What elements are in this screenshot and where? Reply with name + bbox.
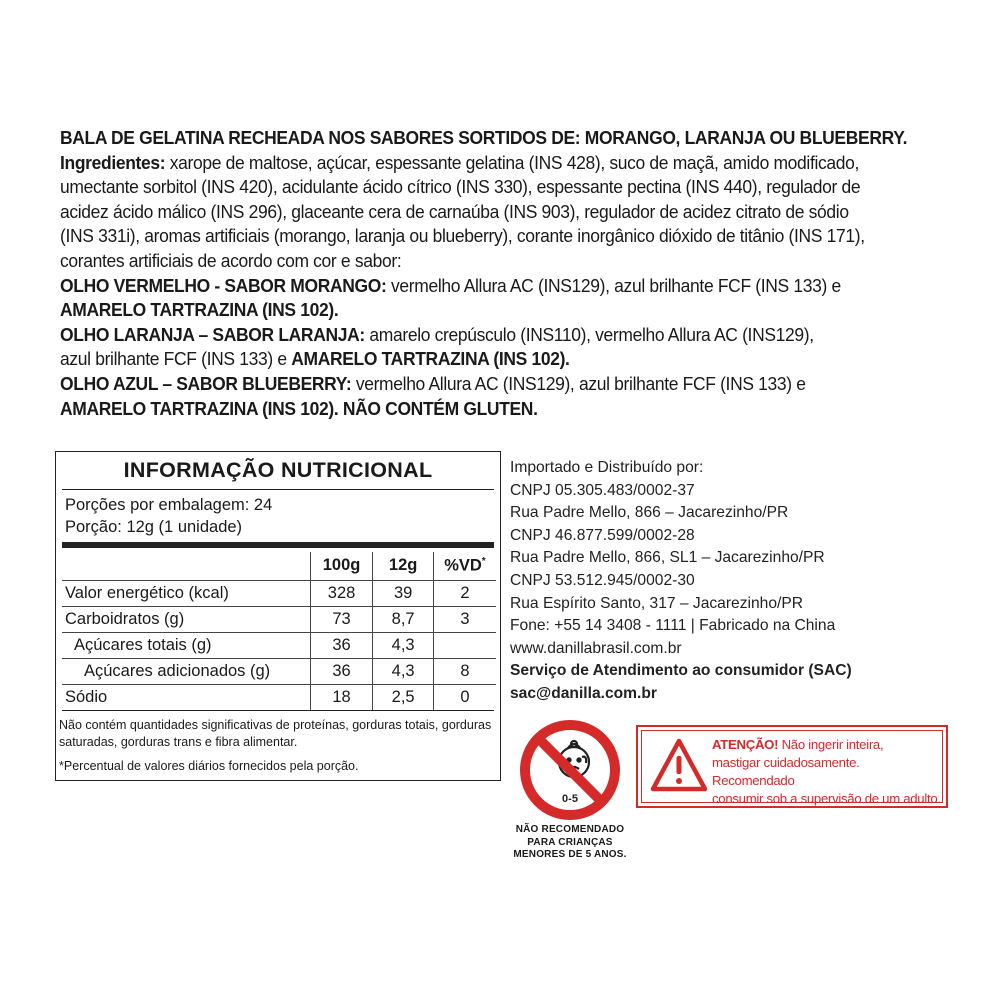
blue-flavor-text: vermelho Allura AC (INS129), azul brilhante FCF (INS 133) e bbox=[351, 373, 806, 394]
ingredients-block bbox=[60, 126, 914, 421]
row-label: Carboidratos (g) bbox=[62, 606, 310, 632]
cnpj-3: CNPJ 53.512.945/0002-30 bbox=[510, 571, 695, 589]
age-range: 0-5 bbox=[562, 793, 578, 805]
importer-heading: Importado e Distribuído por: bbox=[510, 459, 704, 476]
orange-flavor-tartrazine: AMARELO TARTRAZINA (INS 102). bbox=[291, 349, 570, 370]
red-flavor-tartrazine: AMARELO TARTRAZINA (INS 102). bbox=[60, 300, 339, 321]
ingredients-text: xarope de maltose, açúcar, espessante gelatina (INS 428), suco de maçã, amido modificado, bbox=[165, 152, 860, 173]
table-row bbox=[62, 580, 496, 606]
portion-size: Porção: 12g (1 unidade) bbox=[65, 518, 243, 536]
row-12g: 2,5 bbox=[373, 684, 434, 710]
company-info bbox=[510, 457, 870, 706]
address-2: Rua Padre Mello, 866, SL1 – Jacarezinho/PR bbox=[510, 549, 825, 567]
cnpj-1: CNPJ 05.305.483/0002-37 bbox=[510, 481, 695, 499]
nutrient-table bbox=[62, 552, 496, 710]
row-label: Açúcares totais (g) bbox=[62, 632, 310, 658]
phone-origin: Fone: +55 14 3408 - 1111 | Fabricado na China bbox=[510, 617, 836, 635]
red-flavor-label: OLHO VERMELHO - SABOR MORANGO: bbox=[60, 275, 387, 296]
age-warning-text bbox=[508, 824, 632, 862]
attention-line: Não ingerir inteira, bbox=[778, 737, 884, 752]
nutrition-facts-table bbox=[55, 451, 501, 781]
red-flavor-text: vermelho Allura AC (INS129), azul brilhante FCF (INS 133) e bbox=[386, 275, 841, 296]
warning-triangle-icon bbox=[650, 737, 708, 795]
nutrition-footnote: Não contém quantidades significativas de proteínas, gorduras totais, gorduras saturadas, gorduras trans e fibra alimentar. bbox=[59, 718, 492, 749]
orange-flavor-text: amarelo crepúsculo (INS110), vermelho Allura AC (INS129), bbox=[364, 324, 814, 345]
row-100g: 36 bbox=[310, 632, 373, 658]
attention-box bbox=[636, 725, 948, 808]
row-label: Valor energético (kcal) bbox=[62, 580, 310, 606]
row-vd: 2 bbox=[433, 580, 496, 606]
blue-flavor-tartrazine: AMARELO TARTRAZINA (INS 102). NÃO CONTÉM GLUTEN. bbox=[60, 398, 538, 419]
row-100g: 18 bbox=[310, 684, 373, 710]
row-12g: 8,7 bbox=[373, 606, 434, 632]
thick-divider bbox=[62, 542, 494, 548]
row-vd bbox=[433, 632, 496, 658]
header-vd-label: %VD bbox=[444, 556, 482, 575]
sac-email: sac@danilla.com.br bbox=[510, 684, 657, 702]
row-12g: 4,3 bbox=[373, 658, 434, 684]
no-small-children-icon bbox=[508, 718, 632, 824]
blue-flavor-label: OLHO AZUL – SABOR BLUEBERRY: bbox=[60, 373, 352, 394]
product-title: BALA DE GELATINA RECHEADA NOS SABORES SORTIDOS DE: MORANGO, LARANJA OU BLUEBERRY. bbox=[60, 128, 908, 148]
row-vd: 8 bbox=[433, 658, 496, 684]
address-1: Rua Padre Mello, 866 – Jacarezinho/PR bbox=[510, 504, 789, 522]
table-row bbox=[62, 632, 496, 658]
servings-per-package: Porções por embalagem: 24 bbox=[65, 496, 273, 514]
row-100g: 328 bbox=[310, 580, 373, 606]
row-vd: 0 bbox=[433, 684, 496, 710]
row-12g: 39 bbox=[373, 580, 434, 606]
table-row bbox=[62, 606, 496, 632]
address-3: Rua Espírito Santo, 317 – Jacarezinho/PR bbox=[510, 594, 803, 612]
row-100g: 36 bbox=[310, 658, 373, 684]
row-label: Açúcares adicionados (g) bbox=[62, 658, 310, 684]
attention-line: consumir sob a supervisão de um adulto. bbox=[712, 791, 941, 806]
orange-flavor-text: azul brilhante FCF (INS 133) e bbox=[60, 349, 292, 370]
table-row bbox=[62, 658, 496, 684]
table-row bbox=[62, 684, 496, 710]
age-warning bbox=[508, 718, 632, 878]
vd-footnote: *Percentual de valores diários fornecidos pela porção. bbox=[59, 759, 359, 773]
sac-heading: Serviço de Atendimento ao consumidor (SAC) bbox=[510, 662, 852, 680]
nutrition-title: INFORMAÇÃO NUTRICIONAL bbox=[62, 452, 494, 490]
row-100g: 73 bbox=[310, 606, 373, 632]
header-12g: 12g bbox=[373, 552, 434, 580]
orange-flavor-label: OLHO LARANJA – SABOR LARANJA: bbox=[60, 324, 365, 345]
ingredients-text: (INS 331i), aromas artificiais (morango, laranja ou blueberry), corante inorgânico dióxido de titânio (INS 171), bbox=[60, 226, 865, 247]
vd-asterisk: * bbox=[481, 556, 486, 567]
attention-text bbox=[712, 736, 944, 808]
cnpj-2: CNPJ 46.877.599/0002-28 bbox=[510, 526, 695, 544]
age-warning-line: NÃO RECOMENDADO bbox=[515, 824, 625, 835]
table-header-row bbox=[62, 552, 496, 580]
row-12g: 4,3 bbox=[373, 632, 434, 658]
row-label: Sódio bbox=[65, 687, 108, 706]
website: www.danillabrasil.com.br bbox=[510, 639, 682, 657]
ingredients-text: acidez ácido málico (INS 296), glaceante cera de carnaúba (INS 903), regulador de acidez citrato de sódio bbox=[60, 201, 849, 222]
age-warning-line: PARA CRIANÇAS bbox=[527, 836, 613, 848]
ingredients-text: corantes artificiais de acordo com cor e sabor: bbox=[60, 250, 402, 271]
header-100g: 100g bbox=[310, 552, 373, 580]
age-warning-line: MENORES DE 5 ANOS. bbox=[513, 849, 627, 860]
ingredients-text: umectante sorbitol (INS 420), acidulante ácido cítrico (INS 330), espessante pectina (INS 440), regulador de bbox=[60, 177, 861, 198]
row-vd: 3 bbox=[433, 606, 496, 632]
header-blank bbox=[62, 552, 310, 580]
header-vd bbox=[433, 552, 496, 580]
attention-line: mastigar cuidadosamente. Recomendado bbox=[712, 755, 860, 788]
attention-label: ATENÇÃO! bbox=[712, 737, 779, 752]
ingredients-label: Ingredientes: bbox=[60, 152, 166, 173]
